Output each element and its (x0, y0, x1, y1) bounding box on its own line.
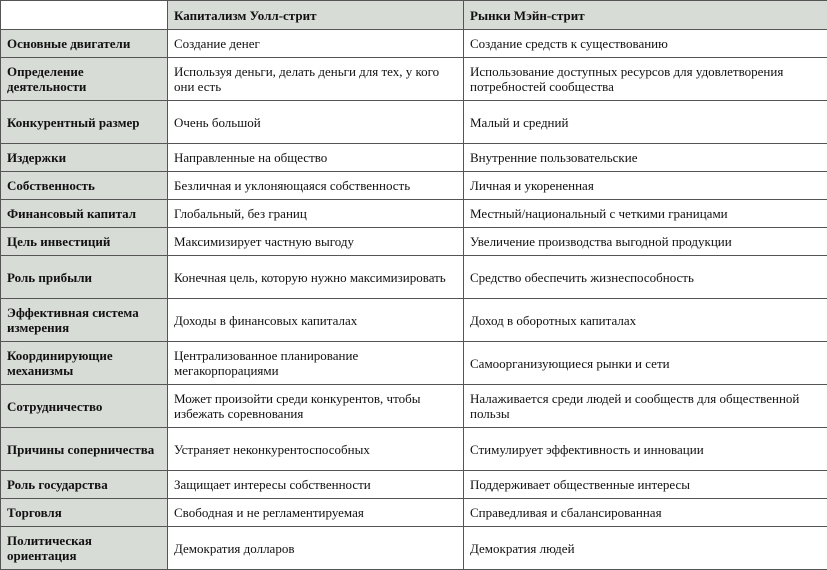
table-row (1, 200, 827, 228)
main-street-cell: Стимулирует эффективность и инновации (464, 428, 827, 471)
row-label: Эффективная система измерения (1, 299, 168, 342)
table-row (1, 342, 827, 385)
row-label: Конкурентный размер (1, 101, 168, 144)
main-street-cell: Доход в оборотных капиталах (464, 299, 827, 342)
table-row (1, 101, 827, 144)
row-label: Координирующие механизмы (1, 342, 168, 385)
wall-street-cell: Доходы в финансовых капиталах (168, 299, 464, 342)
table-row (1, 428, 827, 471)
table-row (1, 527, 827, 570)
main-street-cell: Средство обеспечить жизнеспособность (464, 256, 827, 299)
main-street-cell: Личная и укорененная (464, 172, 827, 200)
main-street-cell: Создание средств к существованию (464, 30, 827, 58)
row-label: Роль прибыли (1, 256, 168, 299)
row-label: Определение деятельности (1, 58, 168, 101)
header-wall-street: Капитализм Уолл-стрит (168, 1, 464, 30)
row-label: Собственность (1, 172, 168, 200)
wall-street-cell: Безличная и уклоняющаяся собственность (168, 172, 464, 200)
row-label: Причины соперничества (1, 428, 168, 471)
wall-street-cell: Конечная цель, которую нужно максимизировать (168, 256, 464, 299)
wall-street-cell: Очень большой (168, 101, 464, 144)
header-main-street: Рынки Мэйн-стрит (464, 1, 827, 30)
row-label: Издержки (1, 144, 168, 172)
main-street-cell: Налаживается среди людей и сообществ для общественной пользы (464, 385, 827, 428)
table-row (1, 228, 827, 256)
wall-street-cell: Глобальный, без границ (168, 200, 464, 228)
row-label: Роль государства (1, 471, 168, 499)
table-row (1, 471, 827, 499)
wall-street-cell: Может произойти среди конкурентов, чтобы избежать соревнования (168, 385, 464, 428)
wall-street-cell: Максимизирует частную выгоду (168, 228, 464, 256)
table-row (1, 30, 827, 58)
row-label: Торговля (1, 499, 168, 527)
table-row (1, 299, 827, 342)
row-label: Основные двигатели (1, 30, 168, 58)
header-row (1, 1, 827, 30)
main-street-cell: Увеличение производства выгодной продукции (464, 228, 827, 256)
table-row (1, 499, 827, 527)
wall-street-cell: Устраняет неконкурентоспособных (168, 428, 464, 471)
row-label: Цель инвестиций (1, 228, 168, 256)
wall-street-cell: Демократия долларов (168, 527, 464, 570)
wall-street-cell: Используя деньги, делать деньги для тех, у кого они есть (168, 58, 464, 101)
table-row (1, 256, 827, 299)
row-label: Сотрудничество (1, 385, 168, 428)
row-label: Политическая ориентация (1, 527, 168, 570)
table-row (1, 172, 827, 200)
main-street-cell: Внутренние пользовательские (464, 144, 827, 172)
table-row (1, 58, 827, 101)
header-blank-cell (1, 1, 168, 30)
wall-street-cell: Свободная и не регламентируемая (168, 499, 464, 527)
table-row (1, 144, 827, 172)
row-label: Финансовый капитал (1, 200, 168, 228)
table-row (1, 385, 827, 428)
main-street-cell: Использование доступных ресурсов для удовлетворения потребностей сообщества (464, 58, 827, 101)
main-street-cell: Малый и средний (464, 101, 827, 144)
main-street-cell: Справедливая и сбалансированная (464, 499, 827, 527)
main-street-cell: Поддерживает общественные интересы (464, 471, 827, 499)
main-street-cell: Самоорганизующиеся рынки и сети (464, 342, 827, 385)
wall-street-cell: Создание денег (168, 30, 464, 58)
wall-street-cell: Централизованное планирование мегакорпорациями (168, 342, 464, 385)
wall-street-cell: Направленные на общество (168, 144, 464, 172)
main-street-cell: Демократия людей (464, 527, 827, 570)
main-street-cell: Местный/национальный с четкими границами (464, 200, 827, 228)
wall-street-cell: Защищает интересы собственности (168, 471, 464, 499)
